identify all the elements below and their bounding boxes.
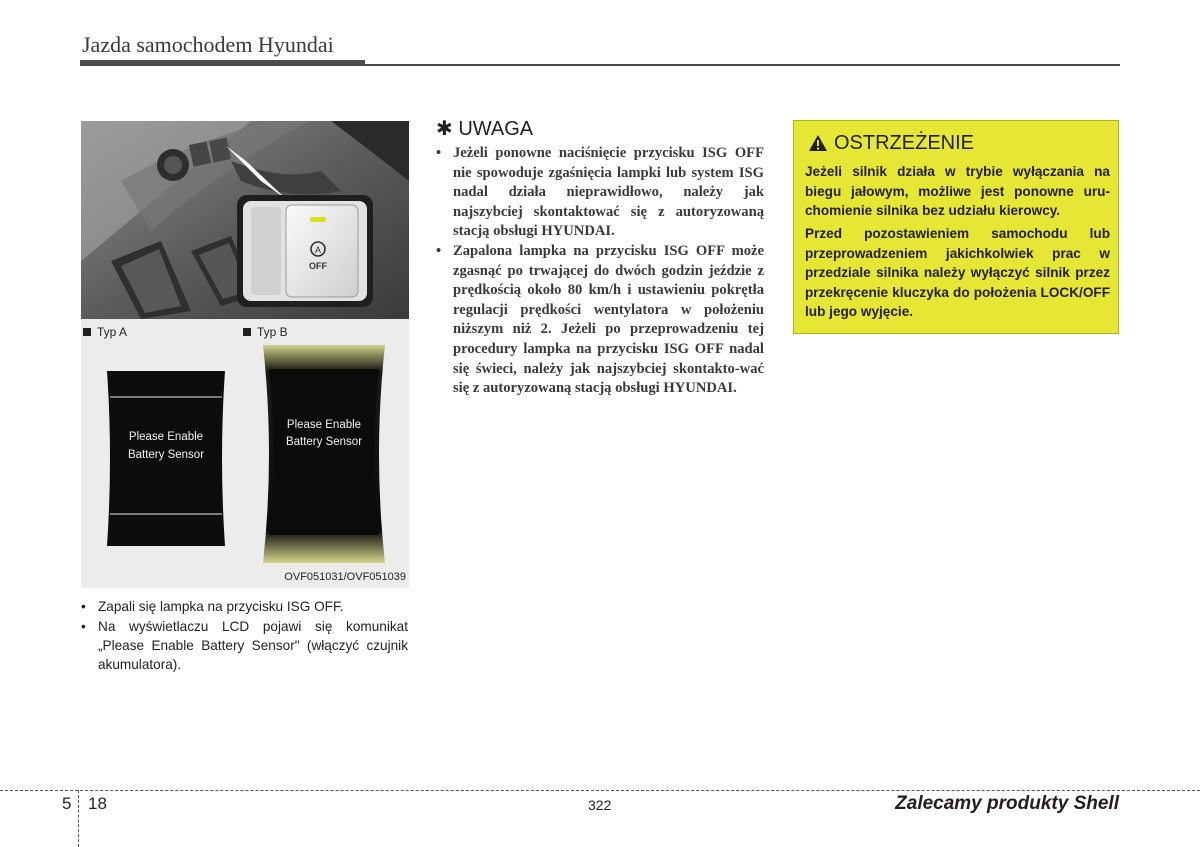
footer-sheet-number: 322 <box>588 797 612 813</box>
warning-title: OSTRZEŻENIE <box>834 132 975 154</box>
lcd-display-type-b <box>259 345 389 563</box>
lcd-a-line1: Please Enable <box>128 431 204 443</box>
list-item: • Zapali się lampka na przycisku ISG OFF. <box>80 597 408 616</box>
warning-triangle-icon <box>808 134 828 152</box>
svg-text:A: A <box>314 245 322 255</box>
header-bar <box>80 60 365 66</box>
dashboard-photo <box>81 121 409 319</box>
footer-rule <box>0 790 1200 791</box>
left-bullet-list <box>80 597 408 675</box>
warning-box <box>793 120 1119 334</box>
type-a-label: Typ A <box>97 325 128 339</box>
square-bullet-icon <box>83 328 91 336</box>
dashboard-illustration <box>81 121 409 319</box>
list-item: • Na wyświetlaczu LCD pojawi się komunikat „Please Enable Battery Sensor" (włączyć czujnik akumulatora). <box>80 617 408 674</box>
note-heading: ✱ UWAGA <box>436 118 534 140</box>
warning-paragraph-2: Przed pozostawieniem samochodu lub przeprowadzeniem jakichkolwiek prac w przedziale silnika należy wyłączyć silnik przez przekręcenie kluczyka do położenia LOCK/OFF lub jego wyjęcie. <box>805 226 1110 320</box>
lcd-b-line2: Battery Sensor <box>285 436 363 448</box>
footer-divider <box>78 790 79 847</box>
lcd-b-frame <box>259 345 389 563</box>
lcd-b-line1: Please Enable <box>286 419 362 431</box>
list-item: • Zapalona lampka na przycisku ISG OFF może zgasnąć po trwającej do dwóch godzin jeździe z prędkością około 80 km/h i ustawieniu pokrętła regulacji prędkości wentylatora w położeniu niższym niż 2. Jeżeli po przeprowadzeniu tej procedury lampka na przycisku ISG OFF nadal się świeci, należy jak najszybciej skontakto-wać się z autoryzowaną stacją obsługi HYUNDAI. <box>436 242 764 399</box>
footer-section-number: 5 <box>62 794 72 813</box>
figure-code: OVF051031/OVF051039 <box>284 571 406 583</box>
type-b-caption <box>243 325 288 339</box>
header-rule <box>365 64 1120 66</box>
square-bullet-icon <box>243 328 251 336</box>
button-off-label: OFF <box>309 261 327 271</box>
warning-paragraph-1: Jeżeli silnik działa w trybie wyłączania na biegu jałowym, możliwe jest ponowne uru-chomienie silnika bez udziału kierowcy. <box>805 164 1110 219</box>
lcd-a-line2: Battery Sensor <box>127 449 205 461</box>
figure-panel <box>81 121 409 588</box>
footer-slogan: Zalecamy produkty Shell <box>895 793 1119 814</box>
lcd-display-type-a <box>101 371 231 546</box>
type-a-caption <box>83 325 127 339</box>
footer-page-number: 18 <box>88 794 107 813</box>
list-item: • Jeżeli ponowne naciśnięcie przycisku ISG OFF nie spowoduje zgaśnięcia lampki lub system ISG nadal działa nieprawidłowo, należy jak najszybciej skontaktować się z autoryzowaną stacją obsługi HYUNDAI. <box>436 144 764 242</box>
header-title: Jazda samochodem Hyundai <box>82 32 334 57</box>
type-b-label: Typ B <box>257 325 288 339</box>
warning-heading <box>808 132 974 155</box>
note-list <box>436 144 764 399</box>
